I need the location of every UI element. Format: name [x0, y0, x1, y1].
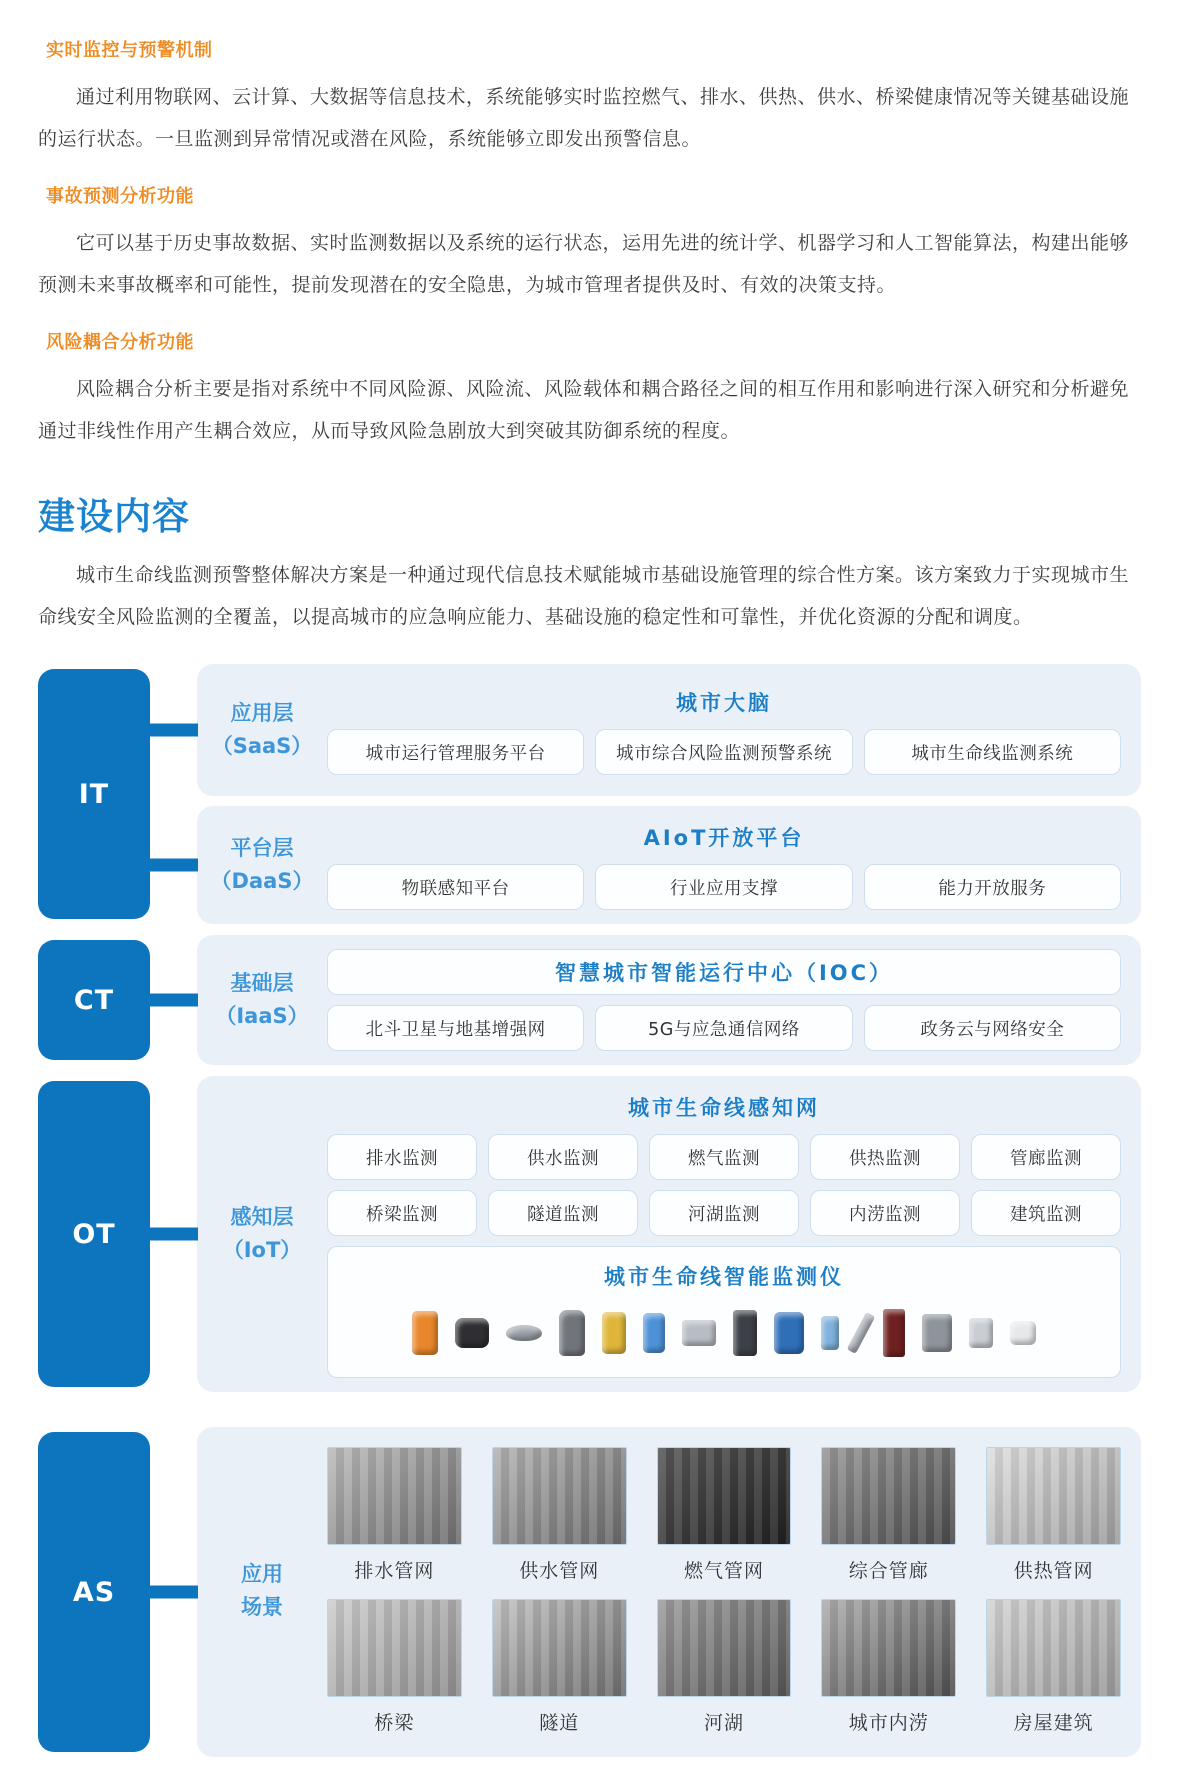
section-accident-prediction: [38, 182, 1141, 306]
scene-cell: [492, 1447, 627, 1583]
scene-label: 排水管网: [354, 1560, 435, 1582]
scene-image: [657, 1447, 792, 1545]
layer-label-daas: [197, 832, 327, 897]
it-panels: [197, 664, 1141, 924]
ct-panels: [197, 935, 1141, 1065]
layer-group-it: [38, 664, 1141, 924]
panel-title-smart-monitors: 城市生命线智能监测仪: [604, 1265, 844, 1289]
feature-box: 桥梁监测: [327, 1190, 477, 1236]
section-heading: 事故预测分析功能: [46, 186, 194, 207]
panel-content: [327, 949, 1121, 1051]
section-heading: 风险耦合分析功能: [46, 332, 194, 353]
layer-label-saas: [197, 697, 327, 762]
intro-paragraph: 城市生命线监测预警整体解决方案是一种通过现代信息技术赋能城市基础设施管理的综合性方案。该方案致力于实现城市生命线安全风险监测的全覆盖，以提高城市的应急响应能力、基础设施的稳定性和可靠性，并优化资源的分配和调度。: [38, 564, 1130, 628]
layer-group-ct: [38, 935, 1141, 1065]
scene-cell: [821, 1599, 956, 1735]
wall-sensor-icon: [969, 1318, 993, 1348]
panel-application-scenes: [197, 1427, 1141, 1757]
scene-label: 燃气管网: [683, 1560, 764, 1582]
feature-box: 城市综合风险监测预警系统: [595, 729, 852, 775]
box-camera-icon: [922, 1314, 952, 1352]
feature-box: 物联感知平台: [327, 864, 584, 910]
layer-name: 平台层: [230, 836, 294, 861]
feature-box: 内涝监测: [810, 1190, 960, 1236]
connector-bar: [150, 724, 198, 737]
panel-title-aiot: AIoT开放平台: [643, 826, 805, 850]
feature-box: 隧道监测: [488, 1190, 638, 1236]
as-panels: [197, 1427, 1141, 1757]
ptz-camera-icon: [559, 1310, 585, 1356]
panel-daas: [197, 806, 1141, 924]
layer-label-scenes: [197, 1558, 327, 1623]
connector-bar: [150, 994, 198, 1007]
scene-row-2: [327, 1599, 1121, 1735]
feature-box: 建筑监测: [971, 1190, 1121, 1236]
device-icon-row: [348, 1305, 1100, 1361]
panel-title-sensing-net: 城市生命线感知网: [628, 1096, 820, 1120]
daas-box-row: [327, 864, 1121, 910]
feature-box: 燃气监测: [649, 1134, 799, 1180]
connector-bar: [150, 1228, 198, 1241]
ot-panels: [197, 1076, 1141, 1392]
scene-label: 供水管网: [519, 1560, 600, 1582]
panel-content: [327, 685, 1121, 775]
feature-box: 城市生命线监测系统: [864, 729, 1121, 775]
pressure-transmitter-icon: [643, 1313, 665, 1353]
feature-box: 能力开放服务: [864, 864, 1121, 910]
monitor-box-row-1: [327, 1134, 1121, 1180]
scene-image: [327, 1599, 462, 1697]
flow-sensor-icon: [682, 1320, 716, 1346]
scene-label: 房屋建筑: [1013, 1712, 1094, 1734]
scene-label: 隧道: [539, 1712, 580, 1734]
scene-label: 桥梁: [374, 1712, 415, 1734]
small-transmitter-icon: [821, 1316, 839, 1350]
scene-image: [986, 1447, 1121, 1545]
section-heading: 实时监控与预警机制: [46, 40, 213, 61]
feature-box: 政务云与网络安全: [864, 1005, 1121, 1051]
block-ot: OT: [38, 1081, 150, 1387]
page-title: 建设内容: [38, 495, 190, 538]
layer-name: 应用层: [230, 701, 294, 726]
layer-subname: （IoT）: [222, 1238, 302, 1262]
feature-box: 城市运行管理服务平台: [327, 729, 584, 775]
ioc-title-box: 智慧城市智能运行中心（IOC）: [327, 949, 1121, 995]
panel-content: [327, 1447, 1121, 1735]
feature-box: 河湖监测: [649, 1190, 799, 1236]
section-body: 通过利用物联网、云计算、大数据等信息技术，系统能够实时监控燃气、排水、供热、供水、桥梁健康情况等关键基础设施的运行状态。一旦监测到异常情况或潜在风险，系统能够立即发出预警信息。: [38, 86, 1130, 150]
scene-cell: [986, 1599, 1121, 1735]
monitor-box-row-2: [327, 1190, 1121, 1236]
connector-bar: [150, 859, 198, 872]
scene-cell: [657, 1447, 792, 1583]
panel-iaas: [197, 935, 1141, 1065]
feature-box: 排水监测: [327, 1134, 477, 1180]
feature-box: 5G与应急通信网络: [595, 1005, 852, 1051]
panel-content: [327, 1090, 1121, 1378]
scene-image: [492, 1447, 627, 1545]
scene-image: [821, 1447, 956, 1545]
smart-monitor-box: [327, 1246, 1121, 1378]
manhole-cover-sensor-icon: [506, 1325, 542, 1341]
feature-box: 管廊监测: [971, 1134, 1121, 1180]
feature-box: 行业应用支撑: [595, 864, 852, 910]
scene-label: 供热管网: [1013, 1560, 1094, 1582]
layer-subname: （DaaS）: [210, 869, 314, 893]
connector-bar: [150, 1586, 198, 1599]
panel-iot: [197, 1076, 1141, 1392]
layer-group-ot: [38, 1076, 1141, 1392]
scene-image: [327, 1447, 462, 1545]
panel-title-city-brain: 城市大脑: [676, 691, 772, 715]
layer-label-iot: [197, 1201, 327, 1266]
layer-name: 应用: [241, 1562, 283, 1587]
saas-box-row: [327, 729, 1121, 775]
block-as: AS: [38, 1432, 150, 1752]
scene-image: [986, 1599, 1121, 1697]
electromagnetic-flowmeter-icon: [774, 1312, 804, 1354]
layer-subname: （SaaS）: [211, 734, 313, 758]
crack-meter-icon: [883, 1309, 905, 1357]
level-gauge-pair-icon: [733, 1310, 757, 1356]
handheld-gas-alarm-icon: [412, 1311, 438, 1355]
layer-name: 感知层: [230, 1205, 294, 1230]
scene-cell: [657, 1599, 792, 1735]
feature-box: 北斗卫星与地基增强网: [327, 1005, 584, 1051]
horn-antenna-icon: [1010, 1321, 1036, 1345]
panel-content: [327, 820, 1121, 910]
layer-subname: （IaaS）: [215, 1004, 309, 1028]
section-realtime-monitoring: [38, 36, 1141, 160]
scene-cell: [327, 1447, 462, 1583]
section-body: 它可以基于历史事故数据、实时监测数据以及系统的运行状态，运用先进的统计学、机器学习和人工智能算法，构建出能够预测未来事故概率和可能性，提前发现潜在的安全隐患，为城市管理者提供及时、有效的决策支持。: [38, 232, 1130, 296]
scene-cell: [821, 1447, 956, 1583]
block-ct: CT: [38, 940, 150, 1060]
scene-cell: [492, 1599, 627, 1735]
panel-saas: [197, 664, 1141, 796]
scene-cell: [986, 1447, 1121, 1583]
layer-subname: 场景: [241, 1595, 283, 1619]
gas-detector-icon: [602, 1312, 626, 1354]
scene-image: [821, 1599, 956, 1697]
section-risk-coupling: [38, 328, 1141, 452]
block-it: IT: [38, 669, 150, 919]
tilt-rod-sensor-icon: [847, 1312, 876, 1354]
dual-black-sensors-icon: [455, 1318, 489, 1348]
scene-image: [657, 1599, 792, 1697]
section-body: 风险耦合分析主要是指对系统中不同风险源、风险流、风险载体和耦合路径之间的相互作用和影响进行深入研究和分析避免通过非线性作用产生耦合效应，从而导致风险急剧放大到突破其防御系统的程度。: [38, 378, 1130, 442]
scene-label: 城市内涝: [848, 1712, 929, 1734]
layer-label-iaas: [197, 967, 327, 1032]
feature-box: 供水监测: [488, 1134, 638, 1180]
scene-label: 河湖: [703, 1712, 744, 1734]
iaas-box-row: [327, 1005, 1121, 1051]
scene-label: 综合管廊: [848, 1560, 929, 1582]
feature-box: 供热监测: [810, 1134, 960, 1180]
layer-group-as: [38, 1427, 1141, 1757]
scene-image: [492, 1599, 627, 1697]
scene-row-1: [327, 1447, 1121, 1583]
architecture-diagram: [38, 664, 1141, 1757]
scene-cell: [327, 1599, 462, 1735]
layer-name: 基础层: [230, 971, 294, 996]
